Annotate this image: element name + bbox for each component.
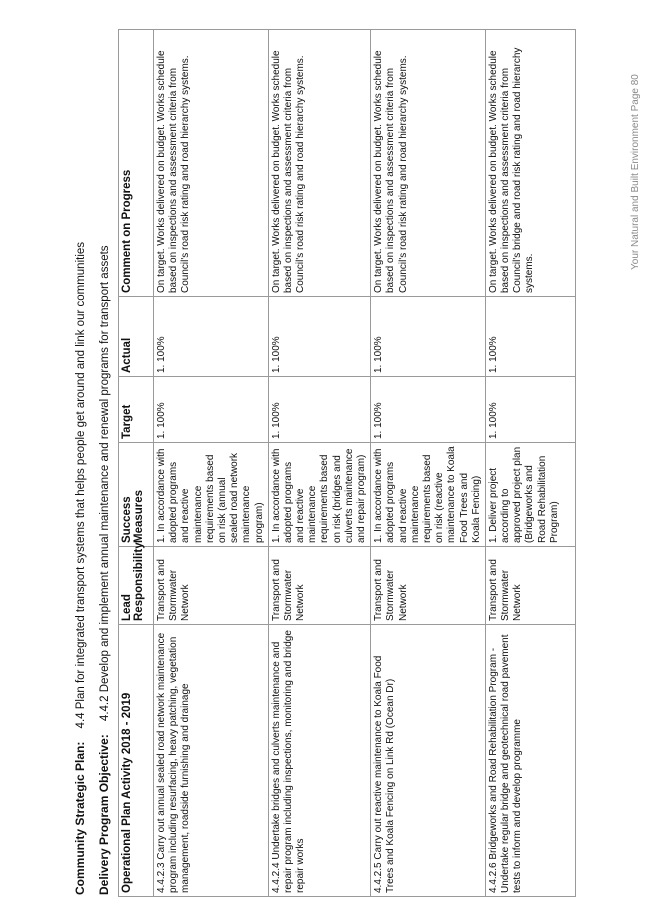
cell-measures: 1. In accordance with adopted programs and reactive maintenance requirements based on risk (annual sealed road network maintenance program)	[154, 443, 269, 547]
cell-actual: 1. 100%	[154, 297, 269, 377]
table-row	[485, 30, 575, 897]
cell-comment: On target. Works delivered on budget. Works schedule based on inspections and assessment criteria from Council's road risk rating and road hierarchy systems.	[268, 30, 371, 297]
table-row	[154, 30, 269, 897]
strategic-plan-label: Community Strategic Plan:	[73, 741, 87, 895]
cell-comment: On target. Works delivered on budget. Works schedule based on inspections and assessment criteria from Council's bridge and road risk rating and road hierarchy systems.	[485, 30, 575, 297]
cell-comment: On target. Works delivered on budget. Works schedule based on inspections and assessment criteria from Council's road risk rating and road hierarchy systems.	[371, 30, 486, 297]
cell-target: 1. 100%	[485, 377, 575, 443]
col-header-target: Target	[119, 377, 154, 443]
cell-activity: 4.4.2.3 Carry out annual sealed road network maintenance program including resurfacing, heavy patching, vegetation management, roadside furnishing and drainage	[154, 625, 269, 897]
objective-value: 4.4.2 Develop and implement annual maintenance and renewal programs for transport assets	[99, 245, 111, 722]
col-header-measures: Success Measures	[119, 443, 154, 547]
objective-label: Delivery Program Objective:	[97, 734, 111, 895]
cell-target: 1. 100%	[154, 377, 269, 443]
cell-actual: 1. 100%	[268, 297, 371, 377]
cell-target: 1. 100%	[371, 377, 486, 443]
cell-activity: 4.4.2.6 Bridgeworks and Road Rehabilitation Program - Undertake regular bridge and geotechnical road pavement tests to inform and develop programme	[485, 625, 575, 897]
col-header-actual: Actual	[119, 297, 154, 377]
cell-measures: 1. Deliver project according to approved project plan (Bridgeworks and Road Rehabilitation Program)	[485, 443, 575, 547]
cell-actual: 1. 100%	[371, 297, 486, 377]
cell-lead: Transport and Stormwater Network	[371, 547, 486, 625]
cell-lead: Transport and Stormwater Network	[154, 547, 269, 625]
strategic-plan-value: 4.4 Plan for integrated transport systems that helps people get around and link our communities	[75, 241, 87, 729]
cell-measures: 1. In accordance with adopted programs and reactive maintenance requirements based on risk (reactive maintenance to Koala Food Trees and Koala Fencing)	[371, 443, 486, 547]
progress-table	[118, 29, 576, 897]
col-header-comment: Comment on Progress	[119, 30, 154, 297]
page-footer: Your Natural and Built Environment Page 80	[630, 74, 641, 270]
cell-measures: 1. In accordance with adopted programs and reactive maintenance requirements based on risk (bridges and culverts maintenance and repair program)	[268, 443, 371, 547]
cell-activity: 4.4.2.4 Undertake bridges and culverts maintenance and repair program including inspections, monitoring and bridge repair works	[268, 625, 371, 897]
col-header-lead: Lead Responsibility	[119, 547, 154, 625]
table-row	[371, 30, 486, 897]
table-header-row	[119, 30, 154, 897]
objective-line	[97, 245, 111, 895]
col-header-activity: Operational Plan Activity 2018 - 2019	[119, 625, 154, 897]
cell-lead: Transport and Stormwater Network	[268, 547, 371, 625]
cell-actual: 1. 100%	[485, 297, 575, 377]
strategic-plan-line	[73, 242, 87, 895]
cell-comment: On target. Works delivered on budget. Works schedule based on inspections and assessment criteria from Council's road risk rating and road hierarchy systems.	[154, 30, 269, 297]
cell-lead: Transport and Stormwater Network	[485, 547, 575, 625]
cell-activity: 4.4.2.5 Carry out reactive maintenance to Koala Food Trees and Koala Fencing on Link Rd (Ocean Dr)	[371, 625, 486, 897]
table-row	[268, 30, 371, 897]
cell-target: 1. 100%	[268, 377, 371, 443]
